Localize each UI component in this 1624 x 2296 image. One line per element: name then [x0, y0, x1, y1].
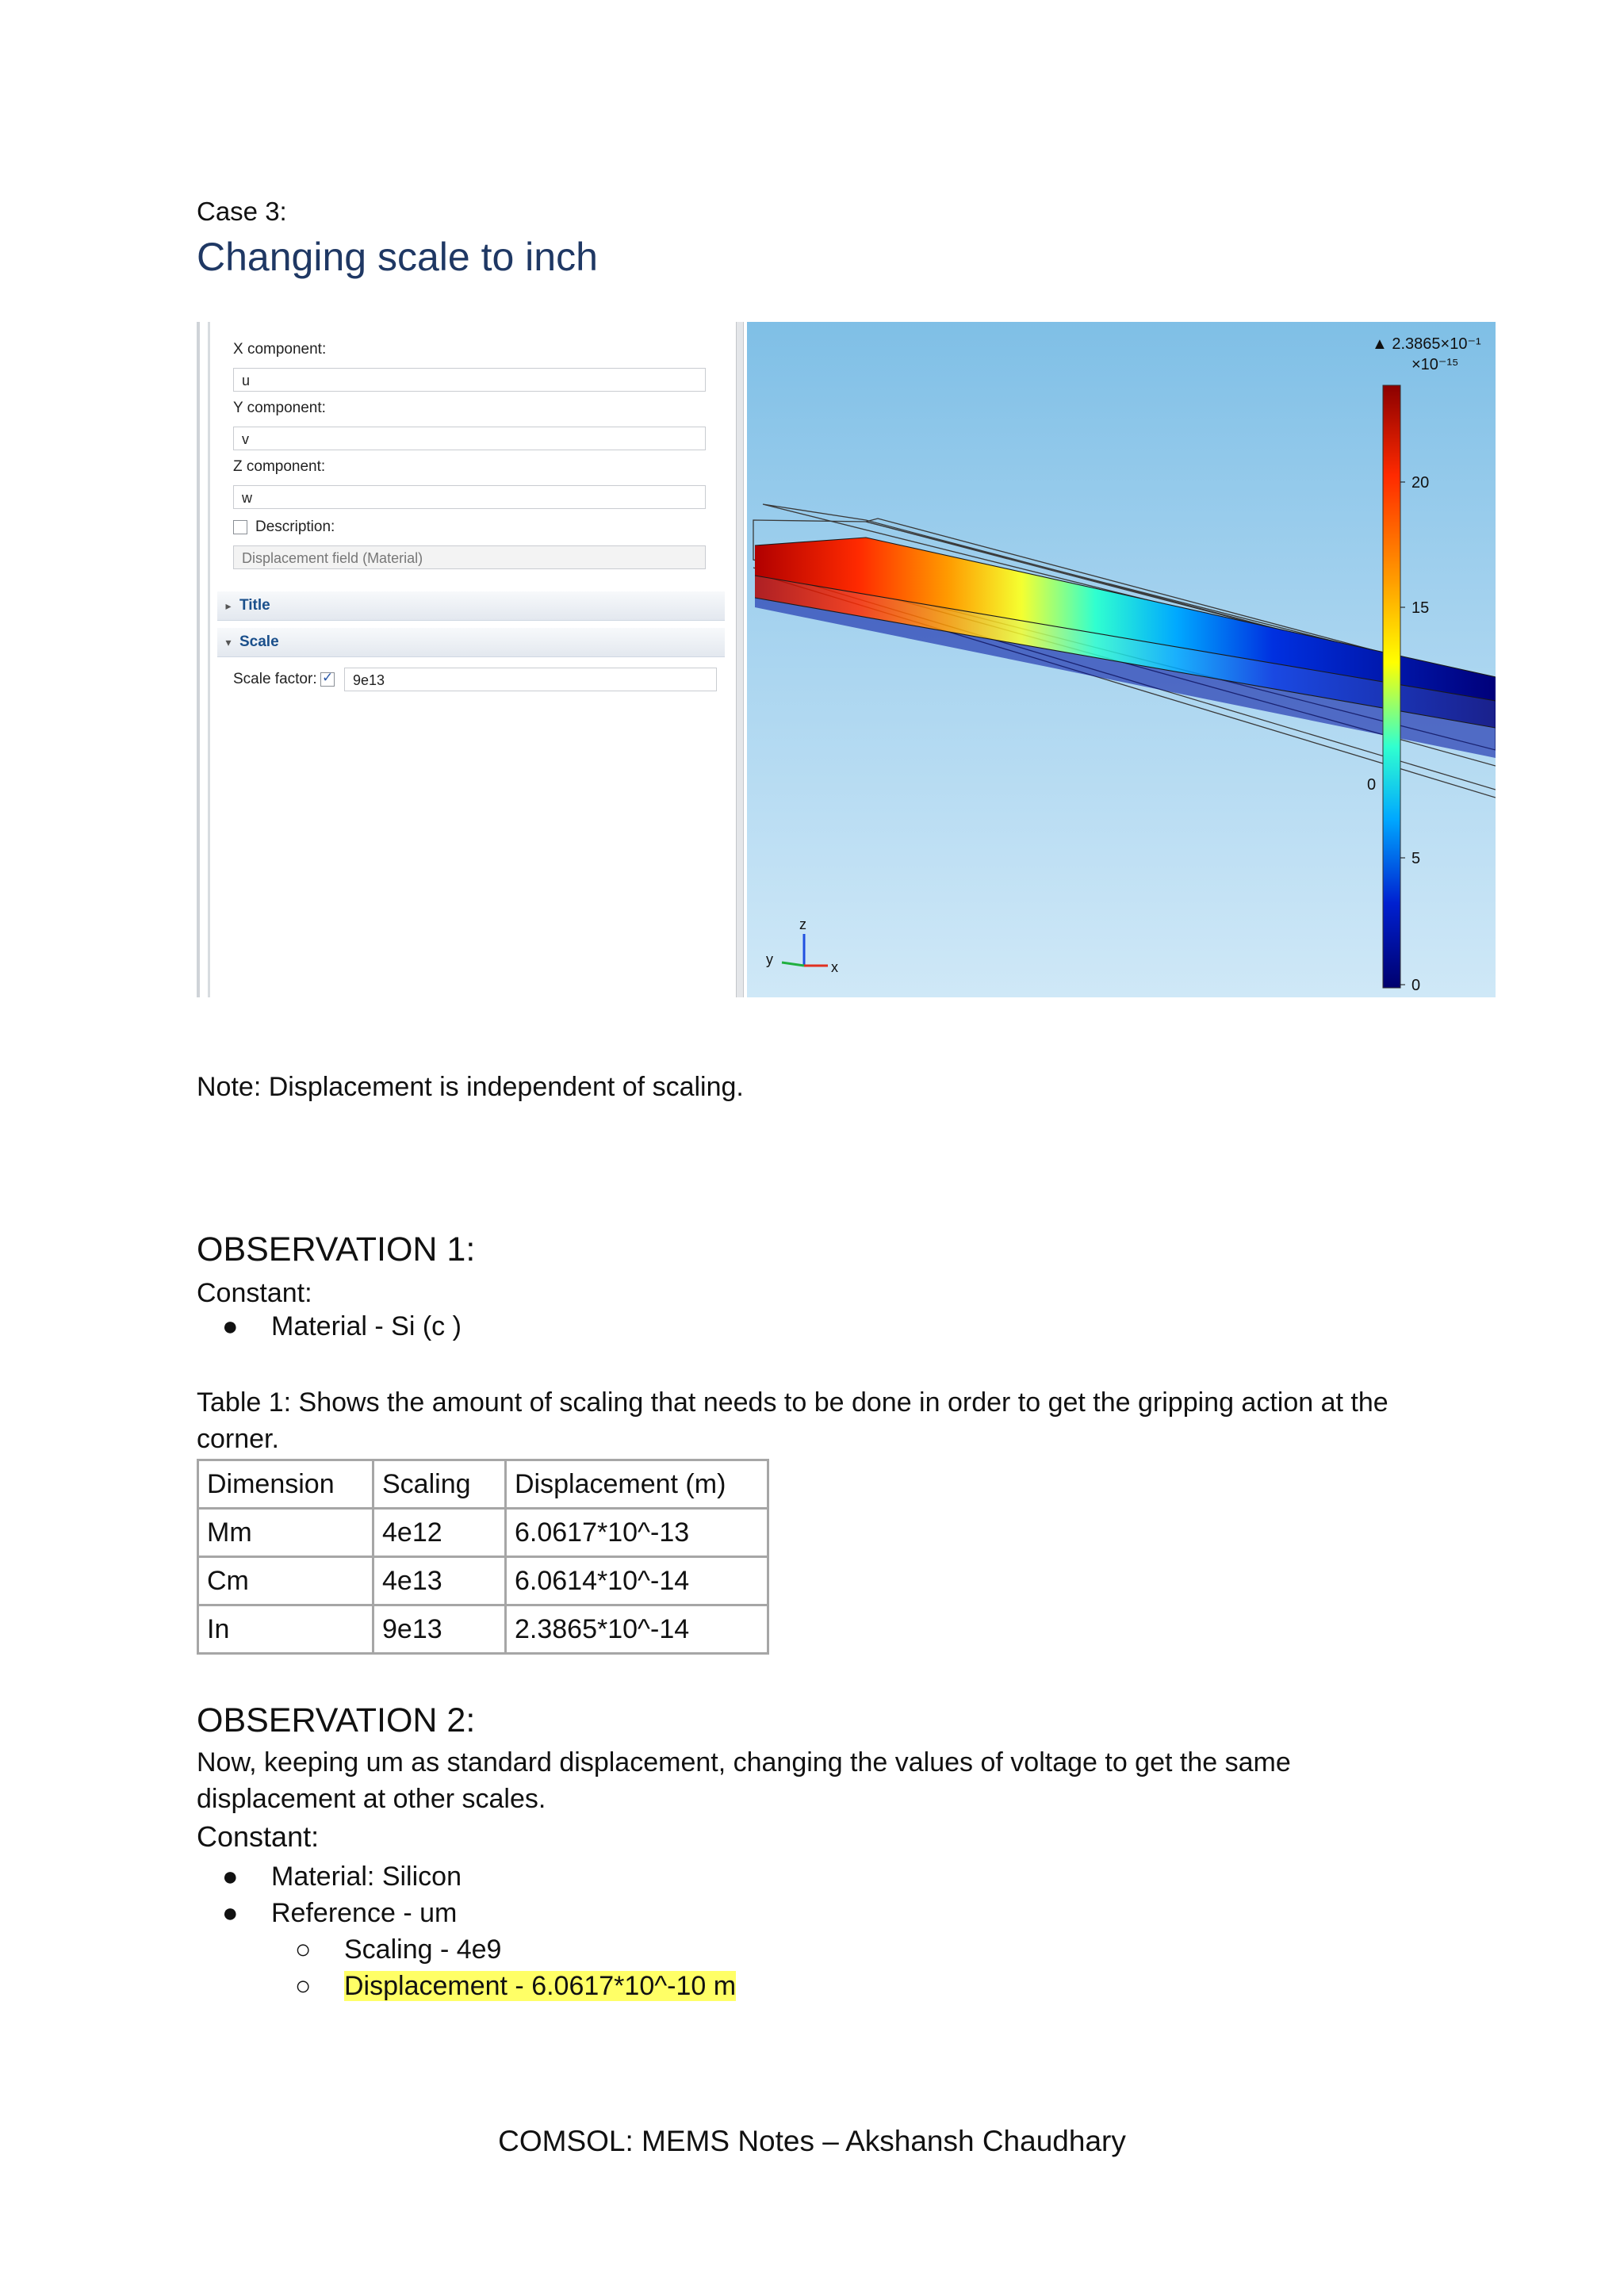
z-component-label: Z component: [233, 458, 326, 475]
scale-factor-input[interactable]: 9e13 [344, 668, 717, 691]
axis-triad [766, 916, 838, 975]
table-cell: Mm [198, 1509, 373, 1557]
max-value-label: ▲ 2.3865×10⁻¹ [1372, 335, 1481, 353]
x-component-input[interactable]: u [233, 368, 706, 392]
axis-zero-label: 0 [1367, 776, 1377, 794]
table-cell: In [198, 1605, 373, 1654]
table-header-cell: Scaling [373, 1460, 506, 1509]
y-component-input[interactable]: v [233, 427, 706, 450]
observation1-title: OBSERVATION 1: [197, 1230, 476, 1269]
section-title: Changing scale to inch [197, 235, 598, 279]
table-header-row [198, 1460, 768, 1509]
table-header-cell: Dimension [198, 1460, 373, 1509]
list-item-text: Reference - um [271, 1898, 458, 1928]
table-caption-line2: corner. [197, 1424, 279, 1454]
colorbar-tick-15: 15 [1411, 599, 1430, 617]
comsol-screenshot [197, 322, 1496, 997]
triad-x-label: x [831, 959, 838, 975]
chevron-right-icon: ▸ [225, 599, 232, 612]
table-cell: 6.0617*10^-13 [506, 1509, 768, 1557]
observation2-para-line2: displacement at other scales. [197, 1784, 546, 1814]
multiplier-label: ×10⁻¹⁵ [1411, 356, 1459, 373]
note-text: Note: Displacement is independent of scaling. [197, 1072, 744, 1102]
scale-factor-checkbox[interactable] [320, 672, 335, 687]
settings-panel [197, 322, 733, 997]
table-row [198, 1605, 768, 1654]
observation2-title: OBSERVATION 2: [197, 1701, 476, 1739]
description-input[interactable]: Displacement field (Material) [233, 545, 706, 569]
list-item-text: Material: Silicon [271, 1862, 462, 1892]
table-cell: 4e12 [373, 1509, 506, 1557]
description-label: Description: [255, 519, 335, 535]
hollow-bullet-icon: ○ [295, 1934, 312, 1965]
z-component-input[interactable]: w [233, 485, 706, 509]
table-row [198, 1557, 768, 1605]
bullet-icon: ● [222, 1862, 239, 1892]
title-section-header[interactable] [217, 591, 725, 621]
scaling-table [197, 1459, 769, 1655]
panel-edge [208, 322, 210, 997]
list-item [222, 1311, 462, 1342]
bullet-icon: ● [222, 1311, 239, 1341]
table-row [198, 1509, 768, 1557]
colorbar-tick-0: 0 [1411, 977, 1421, 994]
x-component-label: X component: [233, 341, 327, 358]
displacement-plot [747, 322, 1496, 997]
case-label: Case 3: [197, 197, 287, 226]
scale-factor-label: Scale factor: [233, 671, 317, 687]
bullet-icon: ● [222, 1898, 239, 1928]
table-cell: 2.3865*10^-14 [506, 1605, 768, 1654]
chevron-down-icon: ▾ [225, 636, 232, 649]
observation1-constant-label: Constant: [197, 1278, 312, 1308]
highlighted-text: Displacement - 6.0617*10^-10 m [344, 1971, 737, 2001]
sub-list-item-text: Scaling - 4e9 [344, 1934, 502, 1965]
table-cell: 4e13 [373, 1557, 506, 1605]
title-section-label: Title [239, 597, 270, 614]
description-checkbox[interactable] [233, 520, 247, 534]
triad-z-label: z [799, 916, 806, 932]
colorbar-tick-20: 20 [1411, 474, 1430, 492]
hollow-bullet-icon: ○ [295, 1971, 312, 2001]
observation2-constant-label: Constant: [197, 1820, 320, 1853]
table-caption-line1: Table 1: Shows the amount of scaling that needs to be done in order to get the gripping action at the [197, 1387, 1388, 1418]
triad-y-label: y [766, 951, 773, 967]
sub-list-item [295, 1934, 502, 1965]
scale-section-header[interactable] [217, 628, 725, 657]
colorbar-tick-5: 5 [1411, 850, 1421, 867]
page-footer: COMSOL: MEMS Notes – Akshansh Chaudhary [498, 2125, 1126, 2157]
y-component-label: Y component: [233, 400, 326, 416]
scale-section-label: Scale [239, 633, 279, 650]
list-item [222, 1898, 458, 1929]
table-cell: 9e13 [373, 1605, 506, 1654]
table-cell: Cm [198, 1557, 373, 1605]
colorbar [1383, 385, 1400, 988]
panel-divider[interactable] [736, 322, 744, 997]
sub-list-item [295, 1971, 737, 2002]
table-header-cell: Displacement (m) [506, 1460, 768, 1509]
list-item-text: Material - Si (c ) [271, 1311, 462, 1341]
table-cell: 6.0614*10^-14 [506, 1557, 768, 1605]
list-item [222, 1862, 462, 1892]
graphics-viewport[interactable] [747, 322, 1496, 997]
observation2-para-line1: Now, keeping um as standard displacement, changing the values of voltage to get the same [197, 1747, 1291, 1777]
